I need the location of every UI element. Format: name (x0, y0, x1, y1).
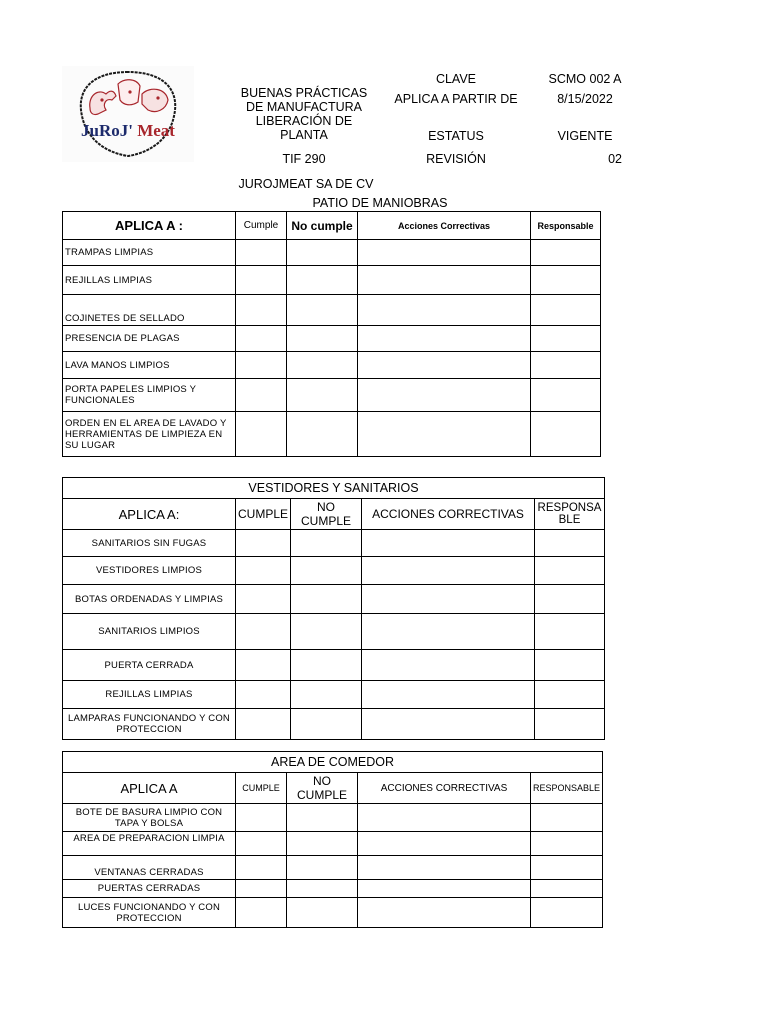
aplica-label: APLICA A PARTIR DE (394, 92, 518, 106)
cumple-cell[interactable] (236, 880, 287, 898)
responsable-cell[interactable] (531, 352, 601, 379)
acciones-cell[interactable] (362, 614, 535, 650)
responsable-cell[interactable] (531, 240, 601, 266)
acciones-cell[interactable] (358, 880, 531, 898)
section-title-patio: PATIO DE MANIOBRAS (312, 196, 448, 210)
aplica-value: 8/15/2022 (557, 92, 613, 106)
cumple-cell[interactable] (236, 295, 287, 326)
cumple-cell[interactable] (236, 832, 287, 856)
cumple-cell[interactable] (236, 681, 291, 709)
revision-label: REVISIÓN (426, 152, 486, 166)
company-logo (62, 66, 194, 162)
table-row (63, 326, 601, 352)
item-label: LAMPARAS FUNCIONANDO Y CON PROTECCION (63, 709, 236, 740)
responsable-cell[interactable] (535, 614, 605, 650)
no-cumple-cell[interactable] (291, 650, 362, 681)
acciones-cell[interactable] (358, 832, 531, 856)
responsable-cell[interactable] (531, 880, 603, 898)
doc-title-line-1: BUENAS PRÁCTICAS (240, 86, 368, 100)
doc-title-line-4: PLANTA (280, 128, 328, 142)
col-cumple: Cumple (236, 212, 287, 240)
no-cumple-cell[interactable] (287, 880, 358, 898)
item-label: AREA DE PREPARACION LIMPIA (63, 832, 236, 856)
responsable-cell[interactable] (535, 650, 605, 681)
table-row (63, 804, 603, 832)
cumple-cell[interactable] (236, 804, 287, 832)
item-label: LAVA MANOS LIMPIOS (63, 352, 236, 379)
acciones-cell[interactable] (362, 681, 535, 709)
responsable-cell[interactable] (535, 709, 605, 740)
acciones-cell[interactable] (358, 379, 531, 412)
table-row (63, 412, 601, 457)
cumple-cell[interactable] (236, 326, 287, 352)
responsable-cell[interactable] (531, 856, 603, 880)
table-row (63, 681, 605, 709)
acciones-cell[interactable] (358, 412, 531, 457)
no-cumple-cell[interactable] (287, 326, 358, 352)
company-name: JUROJMEAT SA DE CV (238, 177, 374, 191)
section-title-vestidores: VESTIDORES Y SANITARIOS (63, 478, 605, 499)
acciones-cell[interactable] (358, 240, 531, 266)
item-label: ORDEN EN EL AREA DE LAVADO Y HERRAMIENTAS DE LIMPIEZA EN SU LUGAR (63, 412, 236, 457)
col-acciones: Acciones Correctivas (358, 212, 531, 240)
item-label: BOTE DE BASURA LIMPIO CON TAPA Y BOLSA (63, 804, 236, 832)
item-label: COJINETES DE SELLADO (63, 295, 236, 326)
section-title-comedor: AREA DE COMEDOR (63, 752, 603, 773)
responsable-cell[interactable] (531, 832, 603, 856)
responsable-cell[interactable] (531, 295, 601, 326)
responsable-cell[interactable] (531, 326, 601, 352)
cumple-cell[interactable] (236, 856, 287, 880)
col-aplica: APLICA A: (63, 499, 236, 530)
revision-value: 02 (608, 152, 622, 166)
table-row (63, 379, 601, 412)
item-label: PORTA PAPELES LIMPIOS Y FUNCIONALES (63, 379, 236, 412)
cumple-cell[interactable] (236, 352, 287, 379)
no-cumple-cell[interactable] (287, 898, 358, 928)
estatus-value: VIGENTE (557, 129, 613, 143)
col-no-cumple: NO CUMPLE (291, 499, 362, 530)
no-cumple-cell[interactable] (287, 240, 358, 266)
logo-graphic (62, 66, 194, 162)
col-responsable: RESPONSABLE (531, 773, 603, 804)
item-label: VENTANAS CERRADAS (63, 856, 236, 880)
acciones-cell[interactable] (358, 804, 531, 832)
no-cumple-cell[interactable] (287, 832, 358, 856)
table-header-row (63, 773, 603, 804)
cumple-cell[interactable] (236, 614, 291, 650)
col-responsable: Responsable (531, 212, 601, 240)
col-cumple: CUMPLE (236, 499, 291, 530)
acciones-cell[interactable] (358, 856, 531, 880)
no-cumple-cell[interactable] (287, 266, 358, 295)
table-vestidores (62, 477, 605, 740)
table-row (63, 709, 605, 740)
table-row (63, 614, 605, 650)
table-patio (62, 211, 601, 457)
cumple-cell[interactable] (236, 898, 287, 928)
cumple-cell[interactable] (236, 709, 291, 740)
table-row (63, 650, 605, 681)
cumple-cell[interactable] (236, 585, 291, 614)
table-row (63, 557, 605, 585)
no-cumple-cell[interactable] (291, 709, 362, 740)
no-cumple-cell[interactable] (287, 412, 358, 457)
no-cumple-cell[interactable] (291, 681, 362, 709)
col-aplica: APLICA A (63, 773, 236, 804)
clave-value: SCMO 002 A (548, 72, 622, 86)
cumple-cell[interactable] (236, 379, 287, 412)
item-label: VESTIDORES LIMPIOS (63, 557, 236, 585)
acciones-cell[interactable] (358, 352, 531, 379)
document-title (238, 86, 370, 142)
item-label: SANITARIOS SIN FUGAS (63, 530, 236, 557)
acciones-cell[interactable] (362, 709, 535, 740)
responsable-cell[interactable] (535, 681, 605, 709)
tif-number: TIF 290 (282, 152, 326, 166)
cumple-cell[interactable] (236, 240, 287, 266)
no-cumple-cell[interactable] (287, 804, 358, 832)
table-header-row (63, 212, 601, 240)
doc-title-line-2: DE MANUFACTURA (246, 100, 362, 114)
estatus-label: ESTATUS (428, 129, 484, 143)
table-comedor (62, 751, 603, 928)
table-title-row (63, 752, 603, 773)
acciones-cell[interactable] (358, 326, 531, 352)
no-cumple-cell[interactable] (291, 530, 362, 557)
table-row (63, 832, 603, 856)
logo-wordmark: JuRoJ' Meat (81, 121, 175, 140)
responsable-cell[interactable] (535, 557, 605, 585)
col-responsable: RESPONSABLE (535, 499, 605, 530)
table-row (63, 266, 601, 295)
table-row (63, 585, 605, 614)
item-label: REJILLAS LIMPIAS (63, 681, 236, 709)
doc-title-line-3: LIBERACIÓN DE (255, 114, 353, 128)
item-label: TRAMPAS LIMPIAS (63, 240, 236, 266)
responsable-cell[interactable] (535, 530, 605, 557)
no-cumple-cell[interactable] (291, 585, 362, 614)
responsable-cell[interactable] (531, 379, 601, 412)
table-row (63, 856, 603, 880)
col-aplica: APLICA A : (63, 212, 236, 240)
table-row (63, 295, 601, 326)
no-cumple-cell[interactable] (287, 352, 358, 379)
cumple-cell[interactable] (236, 557, 291, 585)
col-acciones: ACCIONES CORRECTIVAS (358, 773, 531, 804)
cumple-cell[interactable] (236, 266, 287, 295)
table-row (63, 880, 603, 898)
responsable-cell[interactable] (531, 898, 603, 928)
responsable-cell[interactable] (531, 266, 601, 295)
col-no-cumple: NO CUMPLE (287, 773, 358, 804)
col-no-cumple: No cumple (287, 212, 358, 240)
cumple-cell[interactable] (236, 650, 291, 681)
acciones-cell[interactable] (362, 650, 535, 681)
no-cumple-cell[interactable] (287, 856, 358, 880)
item-label: LUCES FUNCIONANDO Y CON PROTECCION (63, 898, 236, 928)
acciones-cell[interactable] (358, 266, 531, 295)
no-cumple-cell[interactable] (291, 614, 362, 650)
cumple-cell[interactable] (236, 530, 291, 557)
acciones-cell[interactable] (358, 898, 531, 928)
item-label: REJILLAS LIMPIAS (63, 266, 236, 295)
no-cumple-cell[interactable] (291, 557, 362, 585)
acciones-cell[interactable] (362, 557, 535, 585)
responsable-cell[interactable] (535, 585, 605, 614)
col-acciones: ACCIONES CORRECTIVAS (362, 499, 535, 530)
table-header-row (63, 499, 605, 530)
item-label: PUERTAS CERRADAS (63, 880, 236, 898)
item-label: PRESENCIA DE PLAGAS (63, 326, 236, 352)
acciones-cell[interactable] (362, 585, 535, 614)
table-row (63, 898, 603, 928)
acciones-cell[interactable] (362, 530, 535, 557)
table-title-row (63, 478, 605, 499)
table-row (63, 240, 601, 266)
table-row (63, 530, 605, 557)
responsable-cell[interactable] (531, 412, 601, 457)
item-label: PUERTA CERRADA (63, 650, 236, 681)
acciones-cell[interactable] (358, 295, 531, 326)
clave-label: CLAVE (435, 72, 477, 86)
item-label: BOTAS ORDENADAS Y LIMPIAS (63, 585, 236, 614)
no-cumple-cell[interactable] (287, 379, 358, 412)
table-row (63, 352, 601, 379)
responsable-cell[interactable] (531, 804, 603, 832)
item-label: SANITARIOS LIMPIOS (63, 614, 236, 650)
no-cumple-cell[interactable] (287, 295, 358, 326)
cumple-cell[interactable] (236, 412, 287, 457)
col-cumple: CUMPLE (236, 773, 287, 804)
